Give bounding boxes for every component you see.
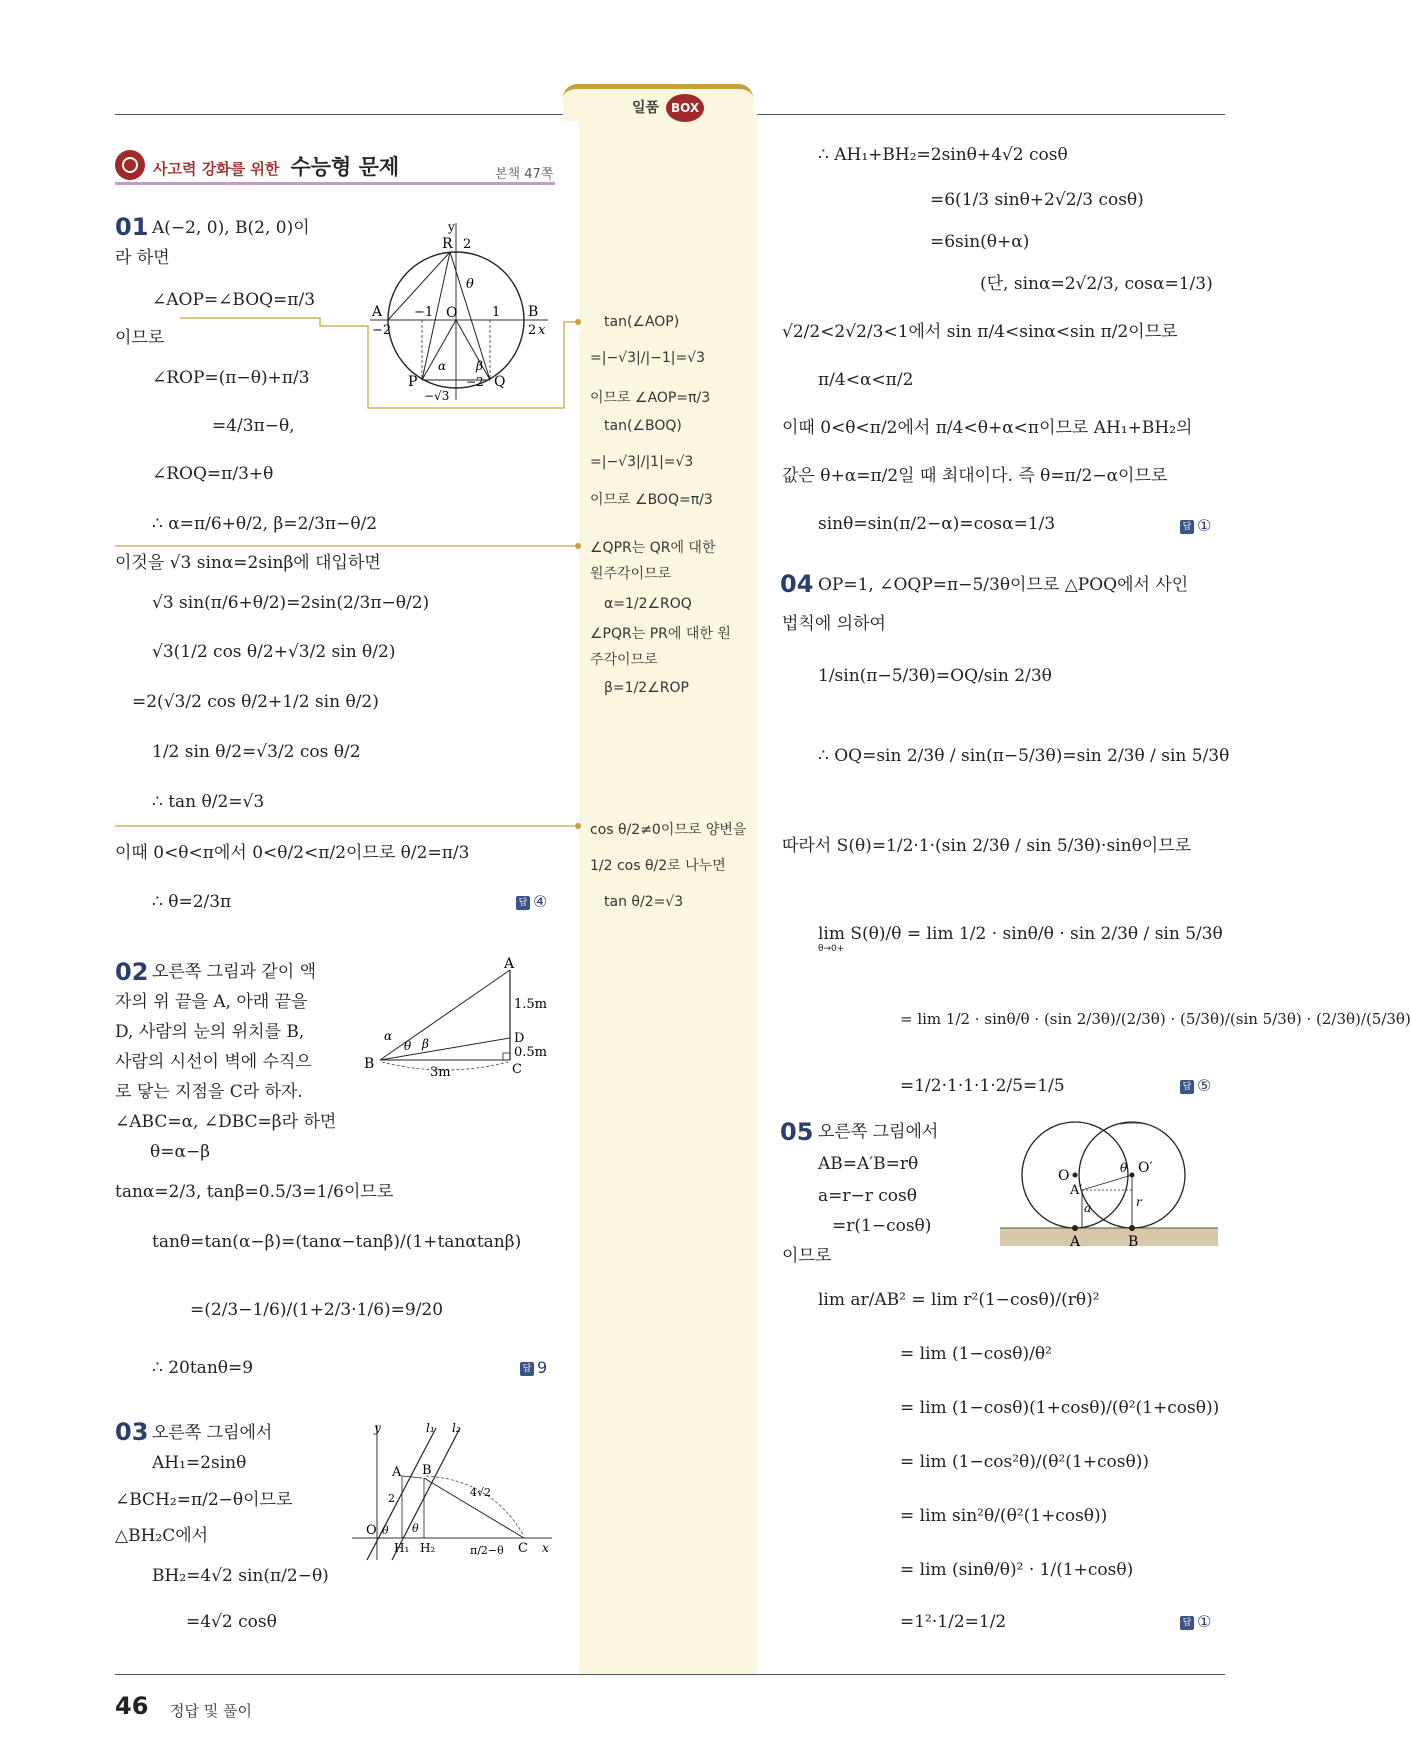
p01-line: ∠ROP=(π−θ)+π/3 — [152, 368, 310, 388]
fig-label: 4√2 — [470, 1486, 492, 1499]
fig-label: A — [392, 1465, 402, 1480]
fig-label: −2 — [372, 323, 392, 338]
fig-label: H₂ — [420, 1541, 436, 1555]
fig-label: r — [1136, 1195, 1142, 1209]
p01-line: ∠AOP=∠BOQ=π/3 — [152, 290, 316, 310]
p03-cont-line: 이때 0<θ<π/2에서 π/4<θ+α<π이므로 AH₁+BH₂의 — [782, 418, 1193, 438]
fig-label: R — [442, 236, 453, 252]
p04-line: 1/sin(π−5/3θ)=OQ/sin 2/3θ — [818, 666, 1052, 686]
p01-line: ∴ α=π/6+θ/2, β=2/3π−θ/2 — [152, 514, 378, 534]
fig-label: α — [438, 359, 447, 373]
fig-label: 2 — [388, 1492, 395, 1505]
fig-label: B — [1128, 1234, 1139, 1250]
section-title-big: 수능형 문제 — [290, 155, 400, 179]
fig-label: θ — [412, 1522, 419, 1535]
p03-answer — [1180, 516, 1211, 535]
fig-label: y — [374, 1421, 381, 1435]
p03-line: 오른쪽 그림에서 — [152, 1423, 273, 1443]
p05-line: = lim (1−cosθ)(1+cosθ)/(θ²(1+cosθ)) — [900, 1398, 1220, 1418]
p03-line: △BH₂C에서 — [115, 1526, 209, 1546]
p01-line: =2(√3/2 cos θ/2+1/2 sin θ/2) — [132, 692, 379, 712]
note1-line: =|−√3|/|1|=√3 — [590, 454, 694, 470]
p04-answer — [1180, 1076, 1211, 1095]
p01-line: ∴ θ=2/3π — [152, 892, 232, 912]
p04-answer-value: ⑤ — [1197, 1076, 1212, 1095]
p02-line: 사람의 시선이 벽에 수직으 — [115, 1052, 312, 1072]
fig-label: C — [518, 1541, 528, 1556]
fig-label: B — [422, 1463, 432, 1478]
p01-line: ∴ tan θ/2=√3 — [152, 792, 265, 812]
p01-line: √3(1/2 cos θ/2+√3/2 sin θ/2) — [152, 642, 396, 662]
note2-line: ∠PQR는 PR에 대한 원 — [590, 626, 731, 642]
problem-03-number: 03 — [115, 1418, 149, 1446]
problem-05-number: 05 — [780, 1118, 814, 1146]
note2-line: 주각이므로 — [590, 652, 658, 668]
fig-label: β — [422, 1037, 429, 1051]
section-ref: 본책 47쪽 — [495, 167, 554, 182]
fig-label: θ — [466, 277, 474, 292]
problem-01-number: 01 — [115, 213, 149, 241]
p02-line: =(2/3−1/6)/(1+2/3·1/6)=9/20 — [190, 1300, 444, 1320]
fig-label: −√3 — [424, 389, 450, 403]
p02-line: tanα=2/3, tanβ=0.5/3=1/6이므로 — [115, 1182, 394, 1202]
p05-line: 오른쪽 그림에서 — [818, 1122, 939, 1142]
p02-answer-value: 9 — [537, 1358, 548, 1377]
note2-line: 원주각이므로 — [590, 566, 672, 582]
p01-line: 이것을 √3 sinα=2sinβ에 대입하면 — [115, 553, 381, 573]
fig-label: O — [1058, 1168, 1070, 1184]
fig-label: −2 — [466, 375, 484, 389]
p05-figure — [1000, 1110, 1220, 1250]
p03-line: ∠BCH₂=π/2−θ이므로 — [115, 1490, 293, 1510]
p02-line: tanθ=tan(α−β)=(tanα−tanβ)/(1+tanαtanβ) — [152, 1232, 522, 1252]
p03-cont-line: ∴ AH₁+BH₂=2sinθ+4√2 cosθ — [818, 145, 1068, 165]
p01-line: 1/2 sin θ/2=√3/2 cos θ/2 — [152, 742, 361, 762]
answer-icon: 답 — [1180, 1616, 1194, 1630]
p04-line: ∴ OQ=sin 2/3θ / sin(π−5/3θ)=sin 2/3θ / sin 5/3θ — [818, 746, 1230, 766]
note1-line: 이므로 ∠AOP=π/3 — [590, 390, 711, 406]
fig-label: −1 — [414, 305, 434, 320]
p05-line: =r(1−cosθ) — [832, 1216, 932, 1236]
p05-line: = lim (1−cosθ)/θ² — [900, 1344, 1052, 1364]
fig-label: 2 — [463, 237, 472, 252]
fig-label: A — [372, 304, 383, 320]
p02-line: 로 닿는 지점을 C라 하자. — [115, 1082, 303, 1102]
fig-label: B — [528, 304, 539, 320]
fig-label: l₂ — [452, 1421, 461, 1435]
note1-line: tan(∠AOP) — [604, 314, 680, 330]
fig-label: θ — [1120, 1161, 1128, 1175]
fig-label: Q — [494, 374, 506, 390]
p05-answer-value: ① — [1197, 1612, 1212, 1631]
fig-label: 1 — [492, 305, 501, 320]
fig-label: θ — [404, 1039, 412, 1053]
p03-cont-line: √2/2<2√2/3<1에서 sin π/4<sinα<sin π/2이므로 — [782, 322, 1178, 342]
fig-label: α — [384, 1029, 393, 1043]
p02-line: 오른쪽 그림과 같이 액 — [152, 962, 317, 982]
p04-line: OP=1, ∠OQP=π−5/3θ이므로 △POQ에서 사인 — [818, 575, 1189, 595]
p02-line: θ=α−β — [150, 1142, 211, 1162]
section-title-small: 사고력 강화를 위한 — [153, 160, 280, 178]
p02-line: ∠ABC=α, ∠DBC=β라 하면 — [115, 1112, 337, 1132]
p02-line: D, 사람의 눈의 위치를 B, — [115, 1022, 305, 1042]
fig-label: A — [1070, 1234, 1081, 1250]
p05-line: 이므로 — [782, 1246, 832, 1266]
box-label-text: 일품 — [632, 100, 660, 116]
p01-line: =4/3π−θ, — [212, 416, 295, 436]
note1-line: =|−√3|/|−1|=√3 — [590, 350, 706, 366]
p05-line: AB=A′B=rθ — [818, 1154, 919, 1174]
p03-figure — [352, 1420, 557, 1570]
fig-label: D — [514, 1031, 525, 1046]
note2-line: β=1/2∠ROP — [604, 680, 689, 696]
note1-line: 이므로 ∠BOQ=π/3 — [590, 492, 713, 508]
fig-label: O′ — [1138, 1160, 1153, 1176]
p05-line: lim ar/AB² = lim r²(1−cosθ)/(rθ)² — [818, 1290, 1100, 1310]
p01-figure — [370, 218, 550, 408]
fig-label: H₁ — [394, 1541, 410, 1555]
fig-label: A′ — [1070, 1183, 1083, 1198]
p05-line: =1²·1/2=1/2 — [900, 1612, 1007, 1632]
p03-line: =4√2 cosθ — [186, 1612, 277, 1632]
note3-line: 1/2 cos θ/2로 나누면 — [590, 858, 726, 874]
p02-line: ∴ 20tanθ=9 — [152, 1358, 254, 1378]
p01-answer-value: ④ — [533, 892, 548, 911]
note2-line: α=1/2∠ROQ — [604, 596, 692, 612]
fig-label: π/2−θ — [470, 1544, 504, 1557]
answer-icon: 답 — [520, 1362, 534, 1376]
p01-line: ∠ROQ=π/3+θ — [152, 464, 274, 484]
footer-text: 정답 및 풀이 — [170, 1702, 252, 1720]
answer-icon: 답 — [1180, 520, 1194, 534]
p03-line: AH₁=2sinθ — [152, 1453, 247, 1473]
p03-cont-line: =6sin(θ+α) — [930, 232, 1030, 252]
box-badge: BOX — [666, 94, 704, 122]
p01-line: A(−2, 0), B(2, 0)이 — [152, 218, 310, 238]
fig-label: O — [366, 1523, 377, 1538]
p03-cont-line: 값은 θ+α=π/2일 때 최대이다. 즉 θ=π/2−α이므로 — [782, 466, 1168, 486]
p04-line: = lim 1/2 · sinθ/θ · (sin 2/3θ)/(2/3θ) · (5/3θ)/(sin 5/3θ) · (2/3θ)/(5/3θ) — [900, 1010, 1411, 1028]
p04-line: lim S(θ)/θ = lim 1/2 · sinθ/θ · sin 2/3θ / sin 5/3θ — [818, 924, 1223, 944]
p05-line: = lim (1−cos²θ)/(θ²(1+cosθ)) — [900, 1452, 1149, 1472]
fig-label: 0.5m — [514, 1045, 548, 1060]
fig-label: θ — [382, 1524, 389, 1537]
fig-label: x — [542, 1541, 549, 1555]
answer-icon: 답 — [1180, 1080, 1194, 1094]
fig-label: 1.5m — [514, 997, 548, 1012]
fig-label: l₁ — [426, 1421, 435, 1435]
fig-label: β — [476, 359, 483, 373]
note1-line: tan(∠BOQ) — [604, 418, 682, 434]
p03-answer-value: ① — [1197, 516, 1212, 535]
problem-04-number: 04 — [780, 570, 814, 598]
note2-line: ∠QPR는 QR에 대한 — [590, 540, 716, 556]
p03-line: BH₂=4√2 sin(π/2−θ) — [152, 1566, 329, 1586]
p04-line: 따라서 S(θ)=1/2·1·(sin 2/3θ / sin 5/3θ)·sinθ이므로 — [782, 836, 1192, 856]
problem-02-number: 02 — [115, 958, 149, 986]
p02-line: 자의 위 끝을 A, 아래 끝을 — [115, 992, 308, 1012]
fig-label: O — [446, 305, 458, 321]
fig-label: A — [504, 956, 515, 972]
p04-line: =1/2·1·1·1·2/5=1/5 — [900, 1076, 1065, 1096]
p03-cont-line: =6(1/3 sinθ+2√2/3 cosθ) — [930, 190, 1144, 210]
p01-line: 라 하면 — [115, 248, 170, 268]
bottom-rule — [115, 1674, 1225, 1675]
p01-line: √3 sin(π/6+θ/2)=2sin(2/3π−θ/2) — [152, 593, 430, 613]
note3-line: tan θ/2=√3 — [604, 894, 684, 910]
p01-line: 이므로 — [115, 328, 165, 348]
fig-label: C — [512, 1062, 522, 1077]
p05-line: = lim (sinθ/θ)² · 1/(1+cosθ) — [900, 1560, 1134, 1580]
page-number: 46 — [115, 1692, 149, 1720]
answer-icon: 답 — [516, 896, 530, 910]
fig-label: a — [1084, 1201, 1092, 1215]
p03-cont-line: π/4<α<π/2 — [818, 370, 914, 390]
p03-cont-line: (단, sinα=2√2/3, cosα=1/3) — [980, 274, 1213, 294]
fig-label: y — [448, 220, 455, 234]
fig-label: x — [538, 323, 546, 338]
p01-line: 이때 0<θ<π에서 0<θ/2<π/2이므로 θ/2=π/3 — [115, 843, 470, 863]
note3-line: cos θ/2≠0이므로 양변을 — [590, 822, 747, 838]
fig-label: B — [364, 1056, 375, 1072]
limit-subscript: θ→0+ — [818, 944, 845, 954]
fig-label: 2 — [528, 323, 537, 338]
p05-answer — [1180, 1612, 1211, 1631]
fig-label: P — [408, 374, 418, 390]
fig-label: 3m — [430, 1065, 451, 1080]
p03-cont-line: sinθ=sin(π/2−α)=cosα=1/3 — [818, 514, 1056, 534]
p04-line: 법칙에 의하여 — [782, 614, 886, 634]
p05-line: = lim sin²θ/(θ²(1+cosθ)) — [900, 1506, 1108, 1526]
p02-figure — [360, 956, 560, 1080]
p02-answer — [520, 1358, 547, 1377]
p05-line: a=r−r cosθ — [818, 1186, 917, 1206]
